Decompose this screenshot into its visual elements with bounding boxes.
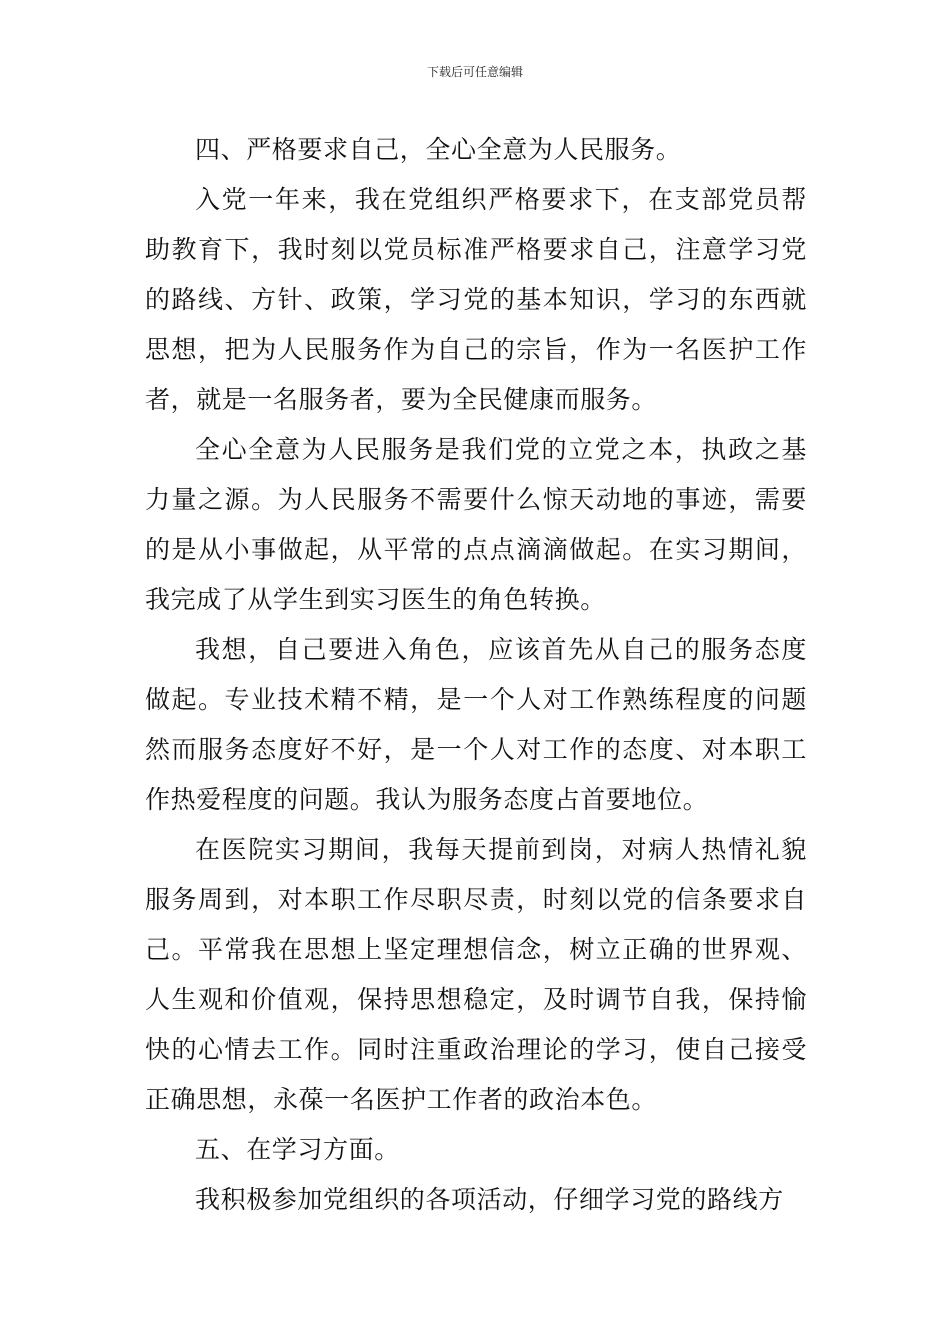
section-heading-four: 四、严格要求自己，全心全意为人民服务。 xyxy=(195,135,682,164)
paragraph: 在医院实习期间，我每天提前到岗，对病人热情礼貌服务周到，对本职工作尽职尽责，时刻以党的信条要求自己。平常我在思想上坚定理想信念，树立正确的世界观、人生观和价值观，保持思想稳定，及时调节自我，保持愉快的心情去工作。同时注重政治理论的学习，使自己接受正确思想，永葆一名医护工作者的政治本色。 xyxy=(145,835,807,1114)
paragraph: 入党一年来，我在党组织严格要求下，在支部党员帮助教育下，我时刻以党员标准严格要求自己，注意学习党的路线、方针、政策，学习党的基本知识，学习的东西就思想，把为人民服务作为自己的宗旨，作为一名医护工作者，就是一名服务者，要为全民健康而服务。 xyxy=(145,185,807,414)
paragraph: 全心全意为人民服务是我们党的立党之本，执政之基力量之源。为人民服务不需要什么惊天动地的事迹，需要的是从小事做起，从平常的点点滴滴做起。在实习期间，我完成了从学生到实习医生的角色转换。 xyxy=(145,435,807,614)
paragraph: 我积极参加党组织的各项活动，仔细学习党的路线方 xyxy=(195,1185,784,1214)
paragraph: 我想，自己要进入角色，应该首先从自己的服务态度做起。专业技术精不精，是一个人对工作熟练程度的问题然而服务态度好不好，是一个人对工作的态度、对本职工作热爱程度的问题。我认为服务态度占首要地位。 xyxy=(145,635,807,814)
page-header: 下载后可任意编辑 xyxy=(426,65,523,79)
section-heading-five: 五、在学习方面。 xyxy=(195,1135,400,1164)
document-body xyxy=(145,125,807,1225)
